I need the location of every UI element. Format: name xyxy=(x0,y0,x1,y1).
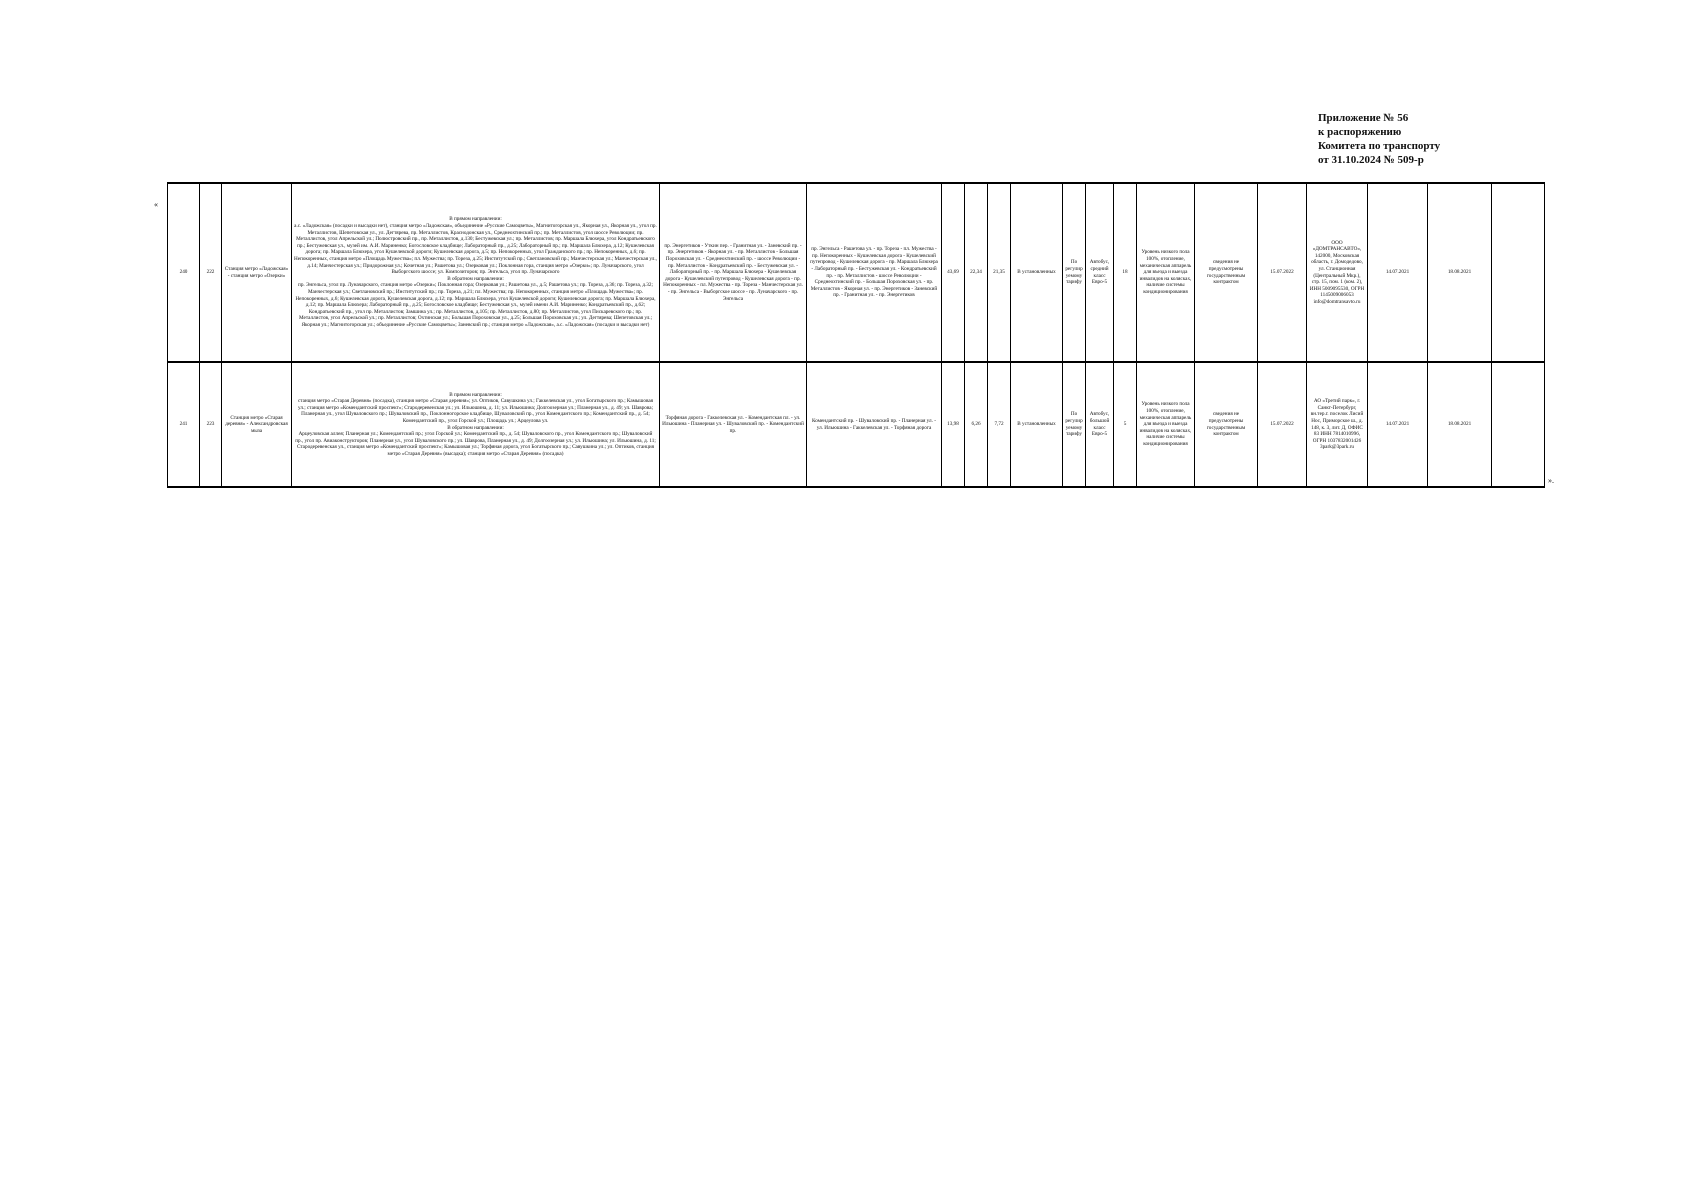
contract-info: сведения не предусмотрены государственным контрактом xyxy=(1195,183,1258,362)
vehicle-count: 5 xyxy=(1114,362,1137,487)
vehicle-count: 18 xyxy=(1114,183,1137,362)
date-to: 18.08.2021 xyxy=(1428,183,1492,362)
carrier-info: ООО «ДОМТРАНСАВТО», 142000, Московская область, г. Домодедово, ул. Станционная (Центральный Мкр.), стр. 15, пом. 1 (ком. 2), ИНН 5009095530, ОГРН 1145009006053 info@domtransavto.ru xyxy=(1307,183,1368,362)
start-date: 15.07.2022 xyxy=(1258,362,1307,487)
header-line-appendix: Приложение № 56 xyxy=(1318,112,1409,124)
vehicle-type: Автобус, средний класс Евро-5 xyxy=(1086,183,1114,362)
start-date: 15.07.2022 xyxy=(1258,183,1307,362)
stops-list xyxy=(292,362,660,487)
stops-forward: а.с. «Ладожская» (посадки и высадки нет), станция метро «Ладожская», объединение «Русские Самоцветы», Магнитогорская ул., Якорная ул., Якорная ул., угол пр. Металлистов, Шепетовская ул., ул. Дегтярева, пр. Металлистов, Краснодонская ул., Среднеохтинский пр.; пр. Металлистов, угол шоссе Революции; пр. Металлистов, угол Апрельской ул.; Полюстровский пр., пр. Металлистов, д.130; Бестужевская ул.; пр. Металлистов; пр. Маршала Блюхера, угол Кондратьевского пр.; Бестужевская ул., музей им. А.И. Мариненко; Богословское кладбище; Лабораторный пр., д.25; Лабораторный пр.; пр. Маршала Блюхера, д.12; Кушелевская дорога; пр. Маршала Блюхера, угол Кушелевской дороги; Кушелевская дорога, д.5; пр. Непокоренных, угол Гражданского пр.; пр. Непокоренных, д.6; пр. Непокоренных, станция метро «Площадь Мужества»; пл. Мужества; пр. Тореза, д.25; Институтский пр.; Светлановский пр.; Манчестерская ул.; Манчестерская ул., д.14; Манчестерская ул.; Придорожная ул.; Кочетная ул.; Рашетова ул.; Озерковая ул.; Поклонная гора, станция метро «Озерки»; пр. Луначарского, угол Выборгского шоссе; ул. Композиторов; пр. Энгельса, угол пр. Луначарского xyxy=(294,223,657,276)
route-length-forward: 22,34 xyxy=(965,183,988,362)
stops-backward: Арцеуловская аллея; Планерная ул.; Комендантский пр.; угол Горской ул.; Комендантский пр., д. 54; Шуваловского пр., угол Комендантского пр.; Шуваловский пр., угол пр. Авиаконструкторов; Планерная ул., угол Шуваловского пр.; ул. Шаврова, Планерная ул., д. 49; Долгоозерная ул.; ул. Ильюшина; ул. Ильюшина, д. 11; Стародеревенская ул., станция метро «Комендантский проспект»; Камышовая ул.; Торфяная дорога, угол Богатырского пр.; Савушкина ул.; ул. Оптиков, станция метро «Старая Деревня» (высадка); станция метро «Старая Деревня» (посадка) xyxy=(295,431,656,457)
route-register-table xyxy=(167,182,1545,488)
route-name: Станция метро «Старая деревня» - Александровская мыза xyxy=(222,362,292,487)
path-backward: Комендантский пр. - Шуваловский пр. - Планерная ул. - ул. Ильюшина - Гаккелевская ул. - Торфяная дорога xyxy=(807,362,942,487)
stops-forward: станция метро «Старая Деревня» (посадка), станция метро «Старая деревня»; ул. Оптиков, Савушкина ул.; Гаккелевская ул., угол Богатырского пр.; Камышовая ул.; станция метро «Комендантский проспект»; Стародеревенская ул.; ул. Ильюшина, д. 11; ул. Ильюшина; Долгоозерная ул.; Планерная ул., д. 49; ул. Шаврова; Планерная ул., угол Шуваловского пр.; Шуваловский пр., Поклонногорское кладбище, Шуваловский пр., угол Комендантского пр.; Комендантский пр., д. 54; Комендантский пр., угол Горской ул.; Площадь ул.; Арцеулова ул. xyxy=(297,398,654,424)
table-row xyxy=(168,362,1545,487)
stops-list xyxy=(292,183,660,362)
route-length-backward: 7,72 xyxy=(988,362,1011,487)
table-row xyxy=(168,183,1545,362)
vehicle-characteristics: Уровень низкого пола 100%, отопление, механическая аппарель для въезда и выезда инвалидов на колясках, наличие системы кондиционирования xyxy=(1137,362,1195,487)
registration-number: 240 xyxy=(168,183,200,362)
date-from: 14.07.2021 xyxy=(1368,183,1428,362)
note-cell xyxy=(1492,183,1545,362)
opening-quote: « xyxy=(154,200,158,209)
document-header xyxy=(1318,111,1440,167)
path-forward: пр. Энергетиков - Уткин пер. - Гранитная ул. - Заневский пр. - пр. Энергетиков - Якорная ул. - пр. Металлистов - Большая Пороховская ул. - Среднеохтинский пр. - шоссе Революции - пр. Металлистов - Кондратьевский пр. - Бестужевская ул. - Лабораторный пр. - пр. Маршала Блюхера - Кушелевская дорога - Кушелевский путепровод - Кушелевская дорога - пр. Непокоренных - пл. Мужества - пр. Тореза - Манчестерская ул. - пр. Энгельса - Выборгское шоссе - пр. Луначарского - пр. Энгельса xyxy=(660,183,807,362)
header-line-date: от 31.10.2024 № 509-р xyxy=(1318,154,1424,166)
path-backward: пр. Энгельса - Рашетова ул. - пр. Тореза - пл. Мужества - пр. Непокоренных - Кушелевская дорога - Кушелевский путепровод - Кушелевская дорога - пр. Маршала Блюхера - Лабораторный пр. - Бестужевская ул. - Кондратьевский пр. - пр. Металлистов - шоссе Революции - Среднеохтинский пр. - Большая Пороховская ул. - пр. Металлистов - Якорная ул. - пр. Энергетиков - Заневский пр. - Гранитная ул. - пр. Энергетиков xyxy=(807,183,942,362)
tariff-type: По регулируемому тарифу xyxy=(1063,183,1086,362)
path-forward: Торфяная дорога - Гаккелевская ул. - Комендантская пл. - ул. Ильюшина - Планерная ул. - Шуваловский пр. - Комендантский пр. xyxy=(660,362,807,487)
stops-backward: пр. Энгельса, угол пр. Луначарского, станция метро «Озерки»; Поклонная гора; Озерковая ул.; Рашетова ул., д.5; Рашетова ул.; пр. Тореза, д.36; пр. Тореза, д.32; Манчестерская ул.; Светлановский пр.; Институтский пр.; пр. Тореза, д.21; пл. Мужества; пр. Непокоренных, станция метро «Площадь Мужества»; пр. Непокоренных, д.6; Кушелевская дорога, Кушелевская дорога, д.12; пр. Маршала Блюхера, угол Кушелевской дороги; Кушелевская дорога; пр. Маршала Блюхера, д.12; пр. Маршала Блюхера; Лабораторный пр., д.25; Богословское кладбище; Бестужевская ул., музей имени А.И. Мариненко; Кондратьевский пр., д.62; Кондратьевский пр., угол пр. Металлистов; Замшина ул.; пр. Металлистов, д.105; пр. Металлистов, д.80; пр. Металлистов, угол Пискаревского пр.; пр. Металлистов, угол Апрельской ул.; пр. Металлистов; Охтинская ул.; Большая Пороховская ул., д.25; Большая Пороховская ул.; ул. Дегтярева; Шепетовская ул.; Якорная ул.; Магнитогорская ул.; объединение «Русские Самоцветы»; Заневский пр.; станция метро «Ладожская», а.с. «Ладожская» (посадки и высадки нет) xyxy=(295,282,656,328)
stops-backward-title: В обратном направлении: xyxy=(447,424,504,431)
note-cell xyxy=(1492,362,1545,487)
vehicle-type: Автобус, большой класс Евро-5 xyxy=(1086,362,1114,487)
route-number: 222 xyxy=(200,183,222,362)
header-line-committee: Комитета по транспорту xyxy=(1318,140,1441,152)
carrier-info: АО «Третий парк», г. Санкт-Петербург, вн.тер.г. поселок Лисий Нос, Приморское ш., д. 148, к. 3, лит. Д, ОФИС 83 ИНН 7814010996, ОГРН 1037832001426 3park@3park.ru xyxy=(1307,362,1368,487)
stops-order: В установленных xyxy=(1011,362,1063,487)
stops-order: В установленных xyxy=(1011,183,1063,362)
header-line-order: к распоряжению xyxy=(1318,126,1402,138)
route-length-total: 13,98 xyxy=(942,362,965,487)
registration-number: 241 xyxy=(168,362,200,487)
stops-backward-title: В обратном направлении: xyxy=(447,275,504,282)
route-number: 223 xyxy=(200,362,222,487)
stops-forward-title: В прямом направлении: xyxy=(449,216,502,223)
closing-quote: ». xyxy=(1548,476,1554,485)
route-length-forward: 6,26 xyxy=(965,362,988,487)
tariff-type: По регулируемому тарифу xyxy=(1063,362,1086,487)
vehicle-characteristics: Уровень низкого пола 100%, отопление, механическая аппарель для въезда и выезда инвалидов на колясках, наличие системы кондиционирования xyxy=(1137,183,1195,362)
contract-info: сведения не предусмотрены государственным контрактом xyxy=(1195,362,1258,487)
date-to: 18.08.2021 xyxy=(1428,362,1492,487)
route-length-backward: 21,35 xyxy=(988,183,1011,362)
date-from: 14.07.2021 xyxy=(1368,362,1428,487)
stops-forward-title: В прямом направлении: xyxy=(449,391,502,398)
route-name: Станция метро «Ладожская» - станция метро «Озерки» xyxy=(222,183,292,362)
route-length-total: 43,69 xyxy=(942,183,965,362)
